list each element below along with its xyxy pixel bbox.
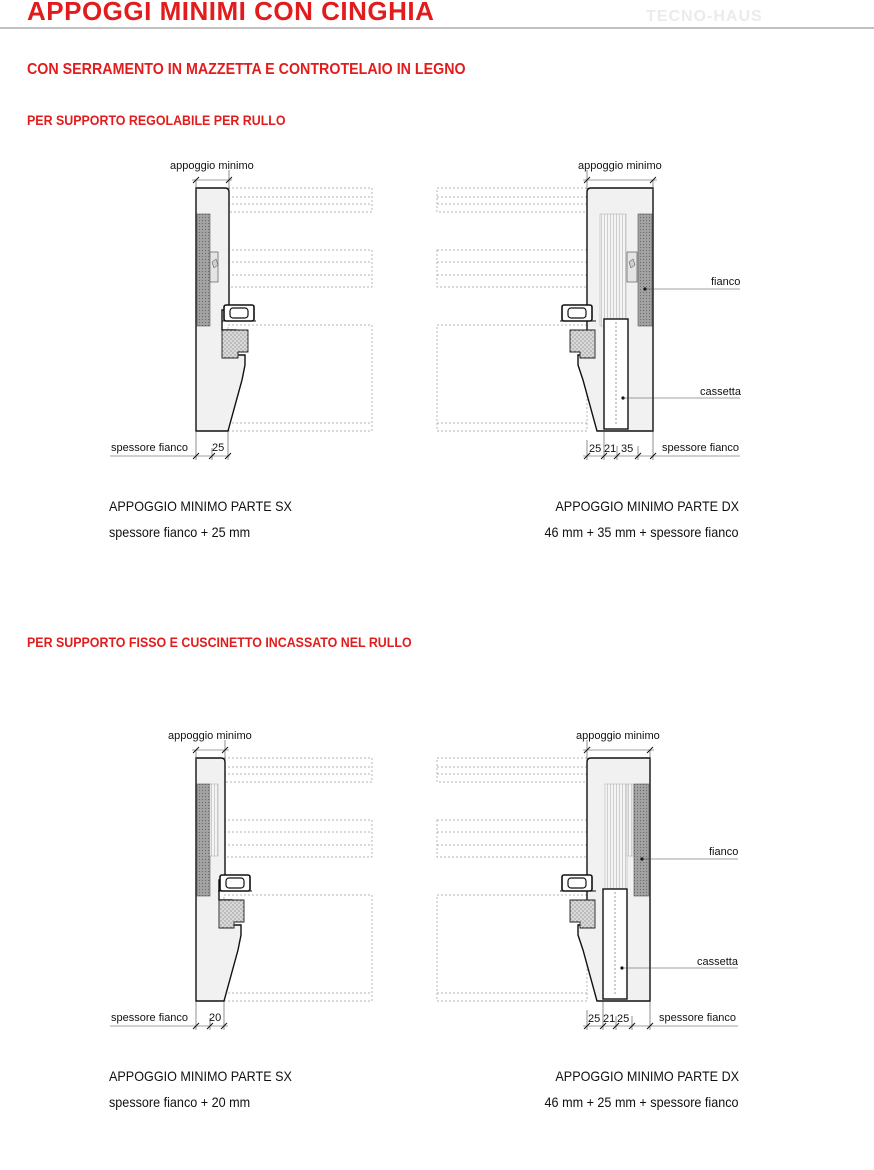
label-appoggio-minimo: appoggio minimo — [576, 730, 660, 742]
fianco-hatch — [638, 214, 652, 326]
caption-title-sx: APPOGGIO MINIMO PARTE SX — [109, 498, 292, 514]
dim-value: 25 — [617, 1013, 630, 1025]
window-frame-profile — [219, 900, 244, 928]
dim-value: 25 — [212, 442, 225, 454]
support-bracket — [210, 784, 218, 856]
dim-value: 21 — [603, 1013, 616, 1025]
window-frame-profile — [570, 900, 595, 928]
group-title-regolabile: PER SUPPORTO REGOLABILE PER RULLO — [27, 113, 286, 128]
dim-value: 25 — [588, 1013, 601, 1025]
drawing-dx-fisso — [437, 730, 739, 1030]
dim-value: 35 — [621, 443, 634, 455]
window-frame-profile — [570, 330, 595, 358]
label-fianco: fianco — [709, 846, 739, 858]
caption-title-dx: APPOGGIO MINIMO PARTE DX — [555, 498, 739, 514]
fianco-hatch — [197, 214, 210, 326]
caption-title-dx: APPOGGIO MINIMO PARTE DX — [555, 1068, 739, 1084]
dim-value: 20 — [209, 1012, 222, 1024]
label-fianco: fianco — [711, 276, 741, 288]
label-spessore-fianco: spessore fianco — [659, 1012, 737, 1024]
fianco-hatch — [634, 784, 649, 896]
label-cassetta: cassetta — [700, 386, 741, 398]
label-appoggio-minimo: appoggio minimo — [168, 730, 252, 742]
brand-watermark: TECNO-HAUS — [646, 8, 763, 25]
caption-formula-sx: spessore fianco + 25 mm — [109, 524, 251, 540]
drawing-sx-regolabile — [110, 160, 372, 460]
dim-value: 21 — [604, 443, 617, 455]
caption-title-sx: APPOGGIO MINIMO PARTE SX — [109, 1068, 292, 1084]
support-bracket — [627, 784, 633, 856]
group-title-fisso: PER SUPPORTO FISSO E CUSCINETTO INCASSATO NEL RULLO — [27, 635, 412, 650]
label-spessore-fianco: spessore fianco — [111, 1012, 189, 1024]
caption-formula-dx: 46 mm + 25 mm + spessore fianco — [545, 1094, 739, 1110]
fianco-hatch — [197, 784, 210, 896]
label-cassetta: cassetta — [697, 956, 738, 968]
section-title: CON SERRAMENTO IN MAZZETTA E CONTROTELAIO IN LEGNO — [27, 61, 466, 78]
label-spessore-fianco: spessore fianco — [111, 442, 189, 454]
page-title: APPOGGI MINIMI CON CINGHIA — [27, 0, 435, 26]
drawing-dx-regolabile — [437, 160, 742, 460]
window-frame-profile — [222, 330, 248, 358]
drawing-sx-fisso — [110, 730, 372, 1030]
dim-value: 25 — [589, 443, 602, 455]
caption-formula-dx: 46 mm + 35 mm + spessore fianco — [545, 524, 739, 540]
label-appoggio-minimo: appoggio minimo — [170, 160, 254, 172]
label-spessore-fianco: spessore fianco — [662, 442, 740, 454]
label-appoggio-minimo: appoggio minimo — [578, 160, 662, 172]
caption-formula-sx: spessore fianco + 20 mm — [109, 1094, 251, 1110]
